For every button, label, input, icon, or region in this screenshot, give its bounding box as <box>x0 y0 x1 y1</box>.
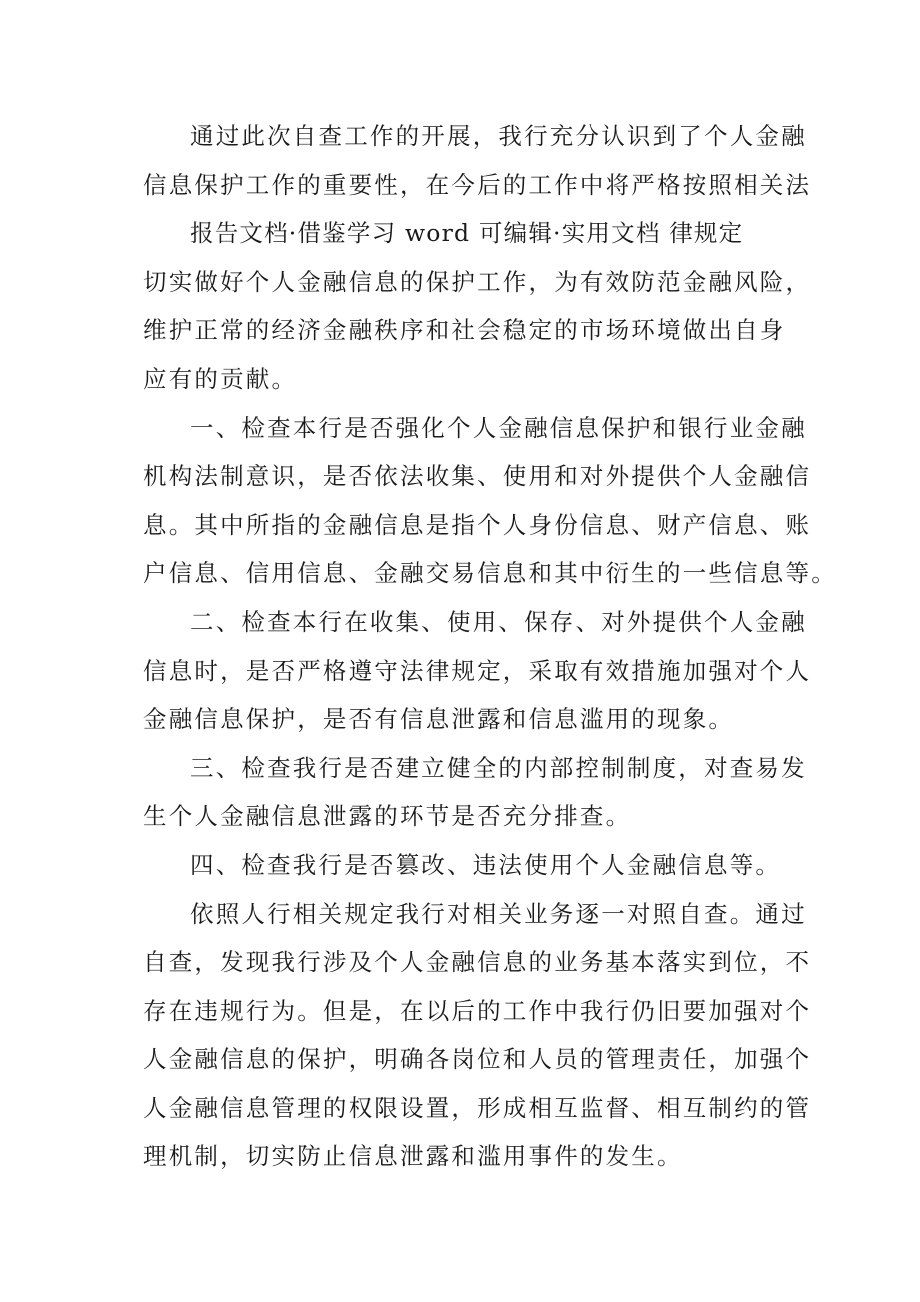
document-body <box>143 112 837 1181</box>
paragraph-line: 人金融信息管理的权限设置，形成相互监督、相互制约的管 <box>143 1093 812 1122</box>
paragraph-line: 金融信息保护，是否有信息泄露和信息滥用的现象。 <box>143 705 735 734</box>
paragraph-line: 机构法制意识，是否依法收集、使用和对外提供个人金融信 <box>143 462 812 491</box>
paragraph-line: 应有的贡献。 <box>143 364 298 393</box>
paragraph-line: 人金融信息的保护，明确各岗位和人员的管理责任，加强个 <box>143 1045 812 1074</box>
paragraph-line: 理机制，切实防止信息泄露和滥用事件的发生。 <box>143 1142 683 1171</box>
item-three-line: 三、检查我行是否建立健全的内部控制制度，对查易发 <box>190 753 807 782</box>
paragraph-line: 通过此次自查工作的开展，我行充分认识到了个人金融 <box>190 122 807 150</box>
paragraph-line: 维护正常的经济金融秩序和社会稳定的市场环境做出自身 <box>143 316 786 345</box>
paragraph-line: 依照人行相关规定我行对相关业务逐一对照自查。通过 <box>190 899 807 928</box>
watermark-line: 报告文档·借鉴学习 word 可编辑·实用文档 律规定 <box>190 219 744 248</box>
item-four-line: 四、检查我行是否篡改、违法使用个人金融信息等。 <box>190 850 782 879</box>
paragraph-line: 存在违规行为。但是，在以后的工作中我行仍旧要加强对个 <box>143 996 812 1025</box>
item-one-line: 一、检查本行是否强化个人金融信息保护和银行业金融 <box>190 413 807 442</box>
paragraph-line: 信息时，是否严格遵守法律规定，采取有效措施加强对个人 <box>143 656 812 685</box>
paragraph-line: 自查，发现我行涉及个人金融信息的业务基本落实到位，不 <box>143 948 812 977</box>
paragraph-line: 息。其中所指的金融信息是指个人身份信息、财产信息、账 <box>143 510 812 539</box>
paragraph-line: 户信息、信用信息、金融交易信息和其中衍生的一些信息等。 <box>143 559 837 588</box>
paragraph-line: 切实做好个人金融信息的保护工作，为有效防范金融风险， <box>143 267 812 296</box>
item-two-line: 二、检查本行在收集、使用、保存、对外提供个人金融 <box>190 607 807 636</box>
paragraph-line: 信息保护工作的重要性，在今后的工作中将严格按照相关法 <box>143 170 812 199</box>
paragraph-line: 生个人金融信息泄露的环节是否充分排查。 <box>143 802 632 831</box>
